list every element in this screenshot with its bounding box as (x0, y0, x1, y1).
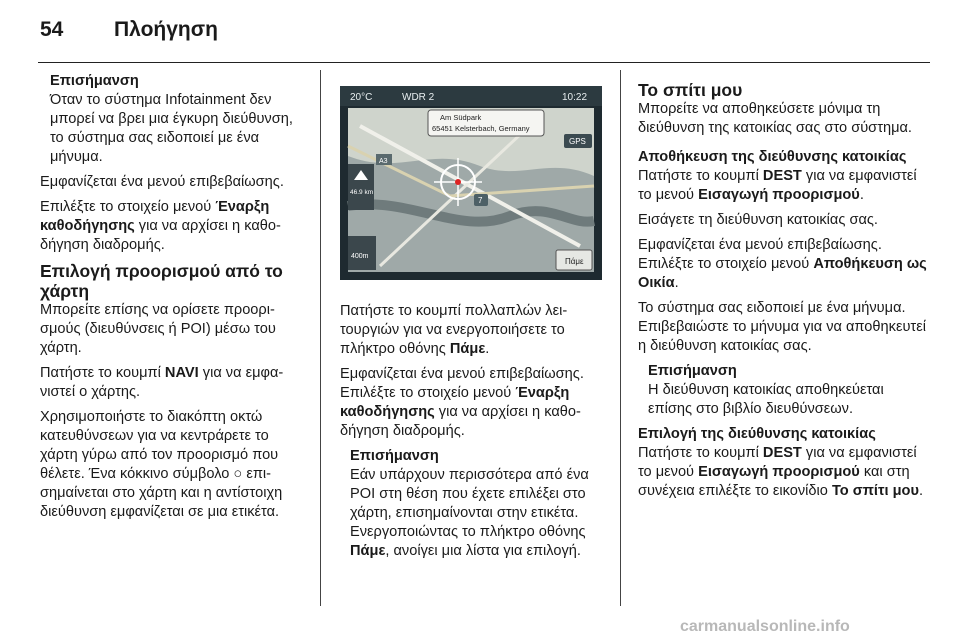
section-heading: Επιλογή προορισμού από το χάρτη (40, 261, 283, 301)
clock: 10:22 (562, 92, 588, 103)
address-line-2: 65451 Kelsterbach, Germany (432, 124, 530, 133)
address-line-1: Am Südpark (440, 113, 482, 122)
paragraph: Εμφανίζεται ένα μενού επιβεβαίωσης. (340, 366, 584, 382)
text: Επιλέξτε το στοιχείο μενού (340, 385, 516, 401)
note-title: Επισήμανση (50, 73, 139, 89)
menu-ref: Εισαγωγή προορισμού (698, 464, 860, 480)
paragraph: Χρησιμοποιήστε το διακόπτη οκτώ κατευθύνσεων για να κεντράρετε το χάρτη γύρω από τον προορισμό που θέλετε. Ένα κόκκινο σύμβολο ○ επισημαίνεται στο χάρτη και η αντίστοιχη διεύθυνση εμφανίζεται σε μια ετικέτα. (40, 409, 283, 520)
menu-item-ref: Αποθήκευση ως Οικία (638, 256, 927, 291)
subheading: Επιλογή της διεύθυνσης κατοικίας (638, 426, 876, 442)
text: . (859, 187, 864, 203)
note-box (340, 447, 608, 561)
button-ref: Πάμε (350, 543, 386, 559)
text: Πατήστε το κουμπί (40, 365, 165, 381)
column-right (638, 80, 930, 507)
text: Επιλέξτε το στοιχείο μενού (40, 199, 216, 215)
road-number: A3 (379, 158, 388, 165)
watermark: carmanualsonline.info (680, 618, 850, 635)
text: για να εμφανιστεί το μενού (638, 168, 917, 203)
page-title: Πλοήγηση (114, 18, 218, 41)
map-svg (340, 86, 602, 280)
text: για να εμφανιστεί το μενού (638, 445, 917, 480)
paragraph (638, 255, 930, 293)
button-ref: Πάμε (449, 341, 486, 357)
column-divider-left (320, 70, 321, 606)
header-rule (38, 62, 930, 63)
text: για να αρχίσει η καθοδήγηση διαδρομής. (40, 218, 281, 253)
paragraph (40, 198, 308, 255)
paragraph (638, 167, 930, 205)
paragraph: Εισάγετε τη διεύθυνση κατοικίας σας. (638, 212, 878, 228)
text: Πατήστε το κουμπί (638, 445, 763, 461)
subheading: Αποθήκευση της διεύθυνσης κατοικίας (638, 149, 907, 165)
text: . (918, 483, 924, 499)
column-middle (340, 302, 608, 567)
button-ref: NAVI (164, 365, 199, 381)
column-left (40, 72, 308, 528)
paragraph: Εμφανίζεται ένα μενού επιβεβαίωσης. (638, 237, 882, 253)
gps-label: GPS (569, 137, 586, 146)
text: Πατήστε το κουμπί (638, 168, 763, 184)
note-title: Επισήμανση (648, 363, 737, 379)
note-text: Όταν το σύστημα Infotainment δεν μπορεί να βρει μια έγκυρη διεύθυνση, το σύστημα σας ειδοποιεί με ένα μήνυμα. (50, 92, 293, 165)
navigation-map-screenshot (340, 86, 602, 280)
page-number: 54 (40, 18, 64, 41)
menu-item-ref: Έναρξη καθοδήγησης (40, 199, 270, 234)
button-ref: DEST (762, 168, 802, 184)
map-scale: 400m (351, 253, 369, 260)
station-name: WDR 2 (402, 92, 435, 103)
note-box (638, 362, 930, 419)
paragraph: Μπορείτε να αποθηκεύσετε μόνιμα τη διεύθυνση της κατοικίας σας στο σύστημα. (638, 101, 912, 136)
column-divider-right (620, 70, 621, 606)
button-ref: DEST (762, 445, 802, 461)
section-heading: Το σπίτι μου (638, 80, 743, 100)
paragraph: Μπορείτε επίσης να ορίσετε προορισμούς (διευθύνσεις ή POI) μέσω του χάρτη. (40, 302, 276, 356)
poi-marker-number: 7 (478, 196, 483, 205)
temperature: 20°C (350, 92, 373, 103)
text: . (674, 275, 679, 291)
paragraph (340, 302, 608, 359)
text: . (485, 341, 490, 357)
paragraph: Εμφανίζεται ένα μενού επιβεβαίωσης. (40, 174, 284, 190)
note-text: , ανοίγει μια λίστα για επιλογή. (385, 543, 581, 559)
note-text: Εάν υπάρχουν περισσότερα από ένα POI στη θέση που έχετε επιλέξει στο χάρτη, επισημαίνονται στην ετικέτα. Ενεργοποιώντας το πλήκτρο οθόνης (350, 467, 589, 540)
text: για να αρχίσει η καθοδήγηση διαδρομής. (340, 404, 581, 439)
distance-remaining: 46.9 km (350, 189, 374, 196)
icon-ref: Το σπίτι μου (831, 483, 919, 499)
page-header (0, 0, 960, 64)
paragraph (40, 364, 308, 402)
go-button-label: Πάμε (565, 257, 584, 266)
note-text: Η διεύθυνση κατοικίας αποθηκεύεται επίσης στο βιβλίο διευθύνσεων. (648, 382, 884, 417)
text: για να εμφανιστεί ο χάρτης. (40, 365, 284, 400)
paragraph: Το σύστημα σας ειδοποιεί με ένα μήνυμα. Επιβεβαιώστε το μήνυμα για να αποθηκευτεί η διεύθυνση κατοικίας σας. (638, 300, 926, 354)
paragraph (340, 384, 608, 441)
text: Πατήστε το κουμπί πολλαπλών λειτουργιών για να ενεργοποιήσετε το πλήκτρο οθόνης (340, 303, 568, 357)
note-box (40, 72, 308, 167)
text: και στη συνέχεια επιλέξτε το εικονίδιο (638, 464, 910, 499)
text: Επιλέξτε το στοιχείο μενού (638, 256, 814, 272)
paragraph (638, 444, 930, 501)
menu-ref: Εισαγωγή προορισμού (698, 187, 860, 203)
note-title: Επισήμανση (350, 448, 439, 464)
menu-item-ref: Έναρξη καθοδήγησης (340, 385, 570, 420)
